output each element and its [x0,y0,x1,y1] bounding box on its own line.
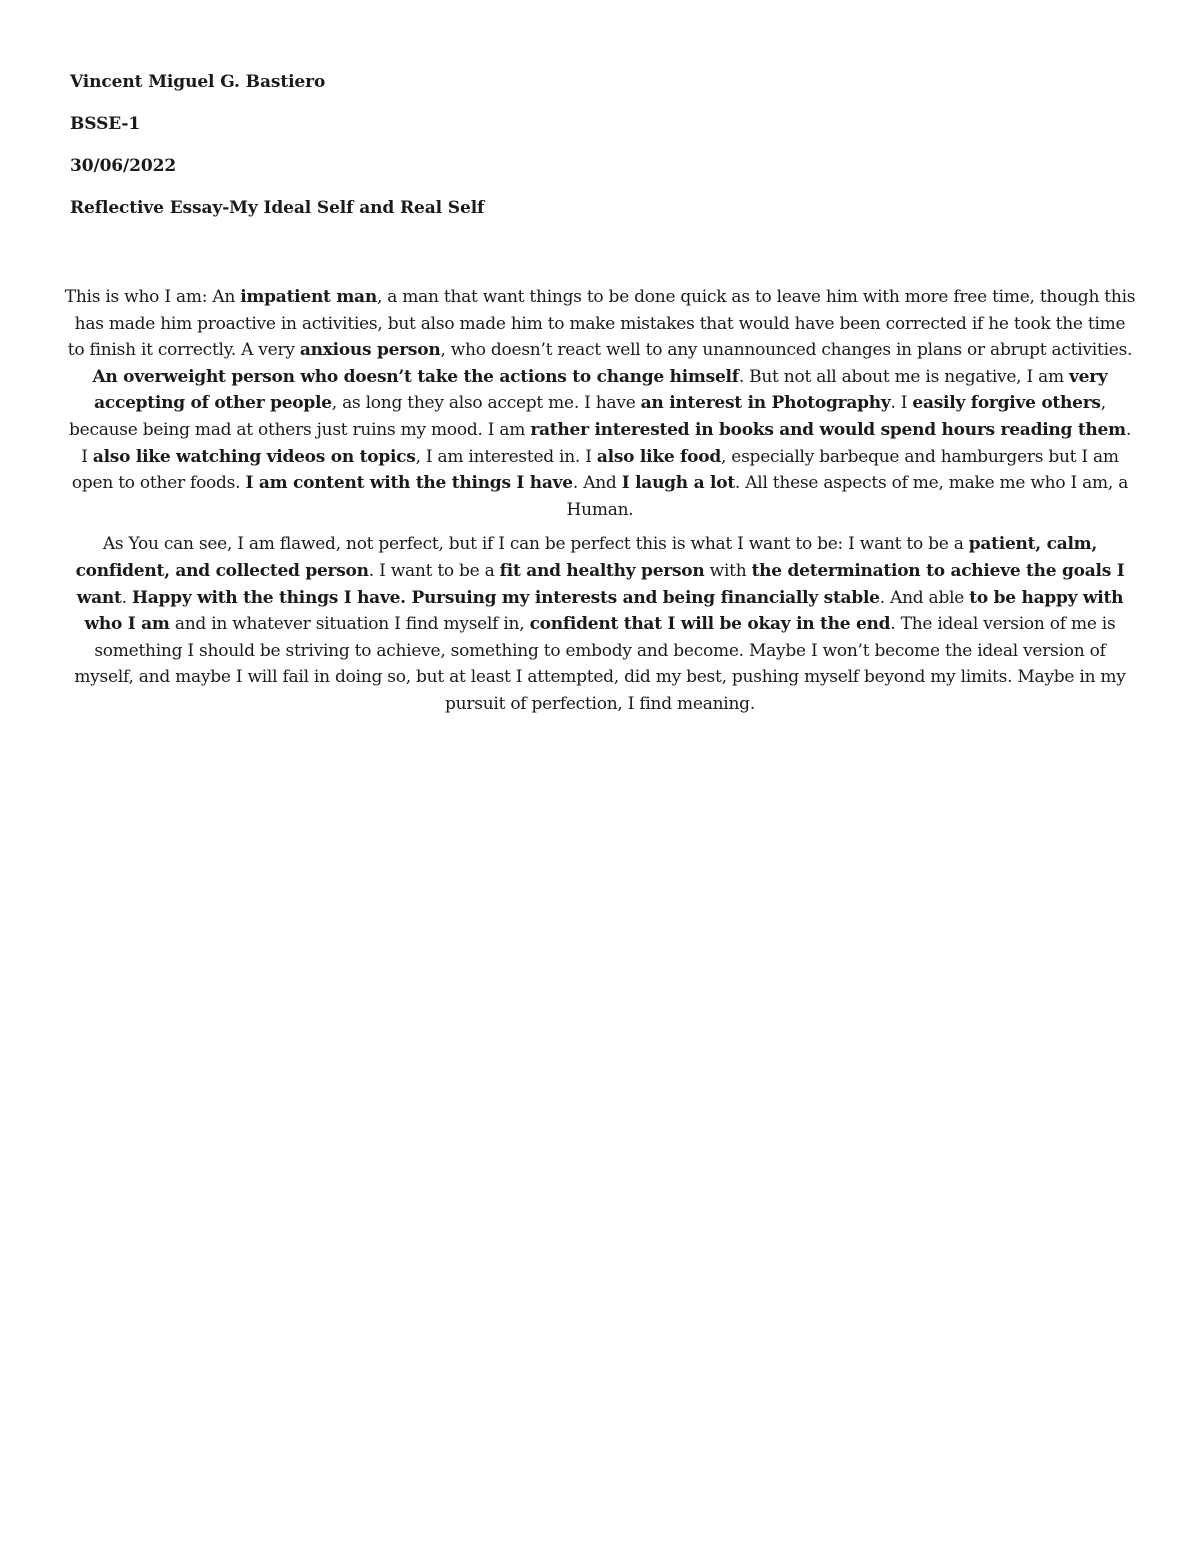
bold-phrase: very accepting of other people [94,366,1108,414]
bold-phrase: the determination to achieve the goals I want [76,560,1125,608]
bold-phrase: an interest in Photography [640,393,891,414]
bold-phrase: to be happy with who I am [84,587,1124,635]
document-header [70,72,1130,240]
text-run: , as long they also accept me. I have [331,393,641,414]
essay-paragraph-ideal-self [64,531,1136,717]
bold-phrase: I laugh a lot [621,473,735,494]
bold-phrase: rather interested in books and would spend hours reading them [530,419,1126,440]
text-run: . And [572,473,622,494]
text-run: , I am interested in. I [415,446,597,467]
text-run: with [704,560,752,581]
text-run: . I [81,419,1131,467]
bold-phrase: fit and healthy person [499,560,705,581]
text-run: , especially barbeque and hamburgers but I am open to other foods. [71,446,1119,494]
bold-phrase: confident that I will be okay in the end [529,614,891,635]
text-run: . The ideal version of me is something I should be striving to achieve, something to embody and become. Maybe I won’t become the ideal version of myself, and maybe I will fail in doing so, but at least I attempted, did my best, pushing myself beyond my limits. Maybe in my pursuit of perfection, I find meaning. [74,614,1126,714]
text-run: . But not all about me is negative, I am [738,366,1070,387]
essay-title: Reflective Essay-My Ideal Self and Real Self [70,198,485,218]
text-run: . All these aspects of me, make me who I am, a Human. [566,473,1129,520]
text-run: , who doesn’t react well to any unannounced changes in plans or abrupt activities. [440,340,1133,361]
bold-phrase: patient, calm, confident, and collected person [75,534,1098,581]
bold-phrase: easily forgive others [912,393,1101,414]
text-run: , because being mad at others just ruins my mood. I am [69,393,1106,440]
essay-body [64,284,1136,726]
text-run: . And able [879,587,970,608]
bold-phrase: I am content with the things I have [245,473,573,494]
bold-phrase: also like food [596,446,721,467]
text-run: . I [890,393,913,414]
bold-phrase: Happy with the things I have. Pursuing my interests and being financially stable [131,587,880,608]
text-run: . I want to be a [368,560,500,581]
author-name: Vincent Miguel G. Bastiero [70,72,326,92]
text-run: . [121,587,132,608]
document-date: 30/06/2022 [70,156,177,176]
bold-phrase: also like watching videos on topics [92,446,416,467]
text-run: , a man that want things to be done quick as to leave him with more free time, though this has made him proactive in activities, but also made him to make mistakes that would have been corrected if he took the time to finish it correctly. A very [67,287,1136,361]
bold-phrase: impatient man [240,287,377,307]
text-run: and in whatever situation I find myself in, [169,614,530,635]
bold-phrase: An overweight person who doesn’t take the actions to change himself [92,366,739,387]
course-section: BSSE-1 [70,114,141,134]
text-run: As You can see, I am flawed, not perfect, but if I can be perfect this is what I want to be: I want to be a [102,534,969,555]
text-run: This is who I am: An [64,287,241,307]
essay-paragraph-real-self [64,284,1136,523]
bold-phrase: anxious person [299,340,441,361]
